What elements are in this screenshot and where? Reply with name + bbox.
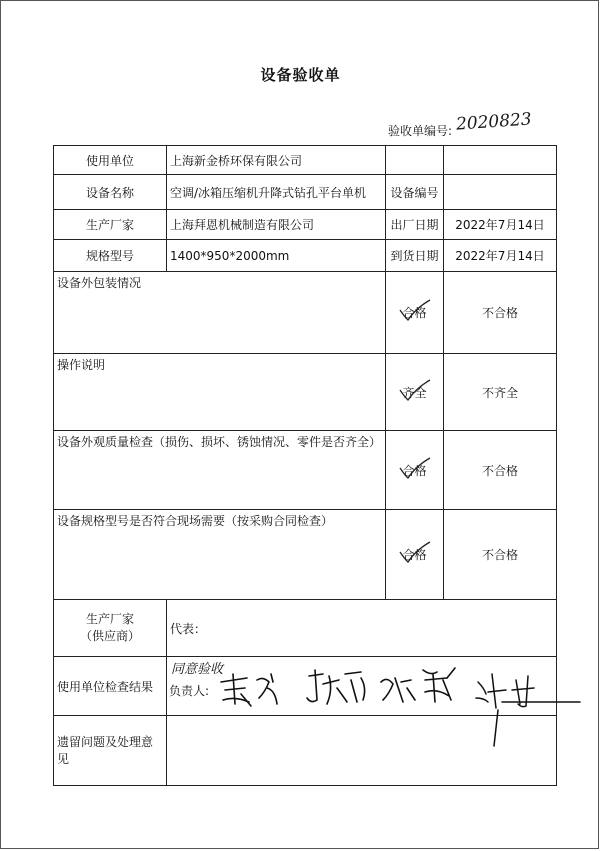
pass-text: 合格 <box>402 463 427 478</box>
row-device <box>54 175 557 210</box>
check-fail-spec-match: 不合格 <box>444 510 557 600</box>
unit-label: 使用单位 <box>54 146 167 175</box>
supplier-label <box>54 600 167 657</box>
form-number-label: 验收单编号: <box>388 124 453 138</box>
check-label-appearance: 设备外观质量检查（损伤、损坏、锈蚀情况、零件是否齐全） <box>54 431 386 510</box>
supplier-label-line1: 生产厂家 <box>85 612 134 626</box>
document-title: 设备验收单 <box>260 66 341 84</box>
supplier-rep-label: 代表： <box>170 621 207 636</box>
unit-value: 上海新金桥环保有限公司 <box>167 146 386 175</box>
spec-label: 规格型号 <box>54 240 167 272</box>
unit-extra-value <box>444 146 557 175</box>
supplier-label-line2: （供应商） <box>79 629 140 643</box>
device-no-value <box>444 175 557 210</box>
device-no-label: 设备编号 <box>386 175 444 210</box>
check-fail-manual: 不齐全 <box>444 354 557 431</box>
check-row-packaging <box>54 272 557 354</box>
row-supplier <box>54 600 557 657</box>
check-pass-spec-match <box>386 510 444 600</box>
handwritten-extra-signature-icon <box>472 668 582 748</box>
maker-value: 上海拜恩机械制造有限公司 <box>167 210 386 240</box>
form-number-handwritten: 2020823 <box>455 109 533 135</box>
user-check-label: 使用单位检查结果 <box>54 657 167 716</box>
maker-label: 生产厂家 <box>54 210 167 240</box>
supplier-rep-cell <box>167 600 557 657</box>
row-maker <box>54 210 557 240</box>
check-label-packaging: 设备外包装情况 <box>54 272 386 354</box>
check-pass-manual <box>386 354 444 431</box>
check-row-appearance <box>54 431 557 510</box>
arrival-date-label: 到货日期 <box>386 240 444 272</box>
check-row-manual <box>54 354 557 431</box>
handwritten-signatures-icon <box>211 660 511 712</box>
pass-text: 合格 <box>402 548 427 562</box>
pass-text: 合格 <box>402 306 427 320</box>
check-label-spec-match: 设备规格型号是否符合现场需要（按采购合同检查） <box>54 510 386 600</box>
arrival-date-value: 2022年7月14日 <box>444 240 557 272</box>
responsible-person-label: 负责人: <box>169 684 210 698</box>
check-pass-appearance <box>386 431 444 510</box>
device-label: 设备名称 <box>54 175 167 210</box>
device-value: 空调/冰箱压缩机升降式钻孔平台单机 <box>167 175 386 210</box>
ship-date-value: 2022年7月14日 <box>444 210 557 240</box>
check-label-manual: 操作说明 <box>54 354 386 431</box>
row-spec <box>54 240 557 272</box>
unit-extra-label <box>386 146 444 175</box>
spec-value: 1400*950*2000mm <box>167 240 386 272</box>
ship-date-label: 出厂日期 <box>386 210 444 240</box>
check-pass-packaging <box>386 272 444 354</box>
handwritten-approval-note: 同意验收 <box>171 662 224 677</box>
row-unit <box>54 146 557 175</box>
remaining-label: 遗留问题及处理意见 <box>54 716 167 786</box>
pass-text: 齐全 <box>402 385 427 400</box>
check-fail-packaging: 不合格 <box>444 272 557 354</box>
check-row-spec-match <box>54 510 557 600</box>
check-fail-appearance: 不合格 <box>444 431 557 510</box>
